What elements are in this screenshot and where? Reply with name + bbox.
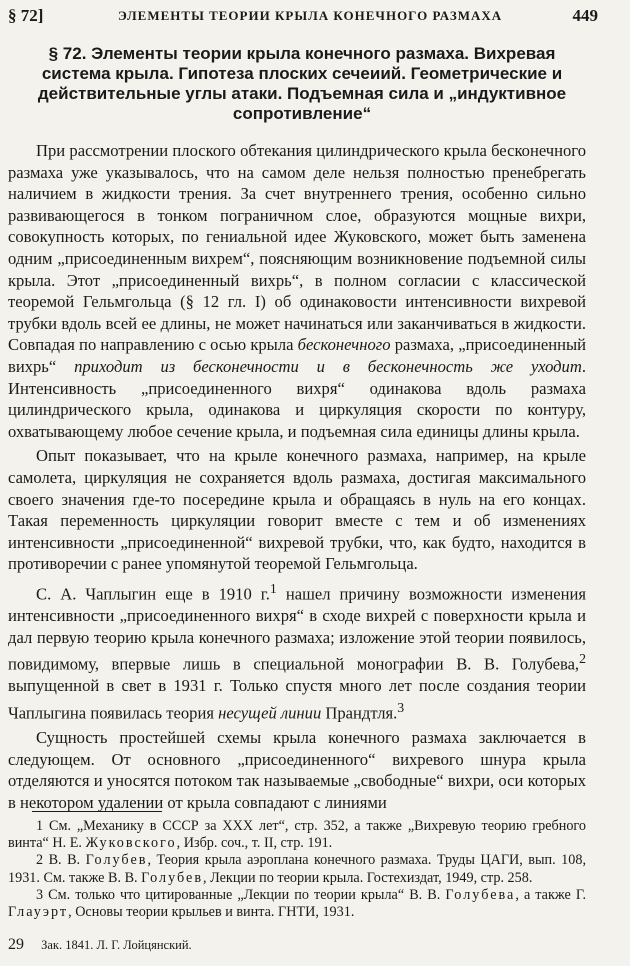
signature-number: 29 (8, 936, 24, 953)
fn2-author-2: Голубев (141, 869, 204, 886)
running-head-section: § 72] (8, 6, 44, 25)
fn3-author-2: Глауэрт (8, 904, 69, 921)
printer-signature-line (8, 936, 192, 954)
running-head (8, 6, 598, 28)
fn2-text-b: , Теория крыла аэроплана конечного размаха. Труды ЦАГИ, вып. 108, 1931. См. также В. В. (8, 852, 586, 886)
footnotes (8, 818, 586, 921)
fn1-author: Жуковского (85, 835, 177, 852)
footnote-ref-1: 1 (269, 580, 277, 596)
p1-text-c: размаха, „присоединенный вихрь“ (8, 335, 586, 376)
section-title: § 72. Элементы теории крыла конечного размаха. Вихревая система крыла. Гипотеза плоских сечеиий. Геометрические и действительные углы атаки. Подъемная сила и „индуктивное сопротивление“ (37, 44, 567, 123)
running-head-title: ЭЛЕМЕНТЫ ТЕОРИИ КРЫЛА КОНЕЧНОГО РАЗМАХА (118, 8, 503, 23)
page-number: 449 (572, 6, 598, 25)
fn3-text-c: , Основы теории крыльев и винта. ГНТИ, 1931. (68, 904, 355, 921)
fn1-text-a: 1 См. „Механику в СССР за XXX лет“, стр. 352, а также „Вихревую теорию гребного винта“ Н. Е. (8, 818, 586, 852)
footnote-1 (8, 818, 586, 852)
fn1-text-b: , Избр. соч., т. II, стр. 191. (176, 835, 333, 852)
paragraph-1 (8, 140, 586, 442)
footnote-2 (8, 852, 586, 886)
fn3-author: Голубева (445, 886, 516, 903)
p1-text-e: . Интенсивность „присоединенного вихря“ одинакова вдоль размаха цилиндрического крыла, одинакова и циркуляция скорости по контуру, охватывающему любое сечение крыла, и подъемная сила единицы длины крыла. (8, 356, 586, 441)
p3-text-a: С. А. Чаплыгин еще в 1910 г. (36, 584, 270, 604)
p1-text-a: При рассмотрении плоского обтекания цилиндрического крыла бесконечного размаха уже указывалось, что на самом деле нельзя полностью пренебрегать наличием в жидкости трения. За счет внутреннего трения, особенно сильно развивающегося в тонком пограничном слое, образуются мощные вихри, совокупность которых, по гениальной идее Жуковского, может быть заменена одним „присоединенным вихрем“, поясняющим возникновение подъемной силы крыла. Этот „присоединенный вихрь“, в полном согласии с классической теоремой Гельмгольца (§ 12 гл. I) об одинаковости интенсивности вихревой трубки вдоль всей ее длины, не может начинаться или заканчиваться в жидкости. Совпадая по направлению с осью крыла (8, 141, 586, 355)
print-order-note: Зак. 1841. Л. Г. Лойцянский. (41, 938, 192, 952)
p3-text-e: Прандтля. (321, 703, 398, 723)
fn3-text-b: , а также Г. (515, 886, 586, 903)
fn2-author: Голубев (85, 852, 148, 869)
footnote-3 (8, 887, 586, 921)
p1-emphasis-infinity: приходит из бесконечности и в бесконечность же уходит (74, 356, 582, 376)
p3-emphasis-lifting-line: несущей линии (218, 703, 322, 723)
fn2-text-a: 2 В. В. (36, 852, 86, 869)
p1-emphasis-infinite: бесконечного (297, 335, 391, 355)
fn3-text-a: 3 См. только что цитированные „Лекции по теории крыла“ В. В. (36, 886, 446, 903)
fn2-text-c: , Лекции по теории крыла. Гостехиздат, 1949, стр. 258. (203, 869, 533, 886)
p3-text-c: выпущенной в свет в 1931 г. Только спустя много лет после создания теории Чаплыгина появилась теория (8, 676, 586, 723)
footnote-divider (32, 811, 162, 812)
p3-text-b: нашел причину возможности изменения интенсивности „присоединенного вихря“ в сходе вихрей с поверхности крыла и дал первую теорию крыла конечного размаха; изложение этой теории появилось, повидимому, впервые лишь в специальной монографии В. В. Голубева, (8, 584, 586, 674)
footnote-ref-2: 2 (579, 651, 586, 667)
paragraph-3 (8, 578, 586, 724)
paragraph-2: Опыт показывает, что на крыле конечного размаха, например, на крыле самолета, циркуляция не сохраняется вдоль размаха, достигая максимального своего значения где-то посередине крыла и обращаясь в нуль на его концах. Такая переменность циркуляции говорит вместе с тем и об изменениях интенсивности „присоединенной“ вихревой трубки, что, как будто, находится в противоречии с ранее упомянутой теоремой Гельмгольца. (8, 446, 586, 574)
footnote-ref-3: 3 (397, 699, 405, 715)
paragraph-4: Сущность простейшей схемы крыла конечного размаха заключается в следующем. От основного „присоединенного“ вихревого шнура крыла отделяются и уносятся потоком так называемые „свободные“ вихри, оси которых в некотором удалении от крыла совпадают с линиями (8, 728, 586, 812)
body-text (8, 140, 586, 813)
